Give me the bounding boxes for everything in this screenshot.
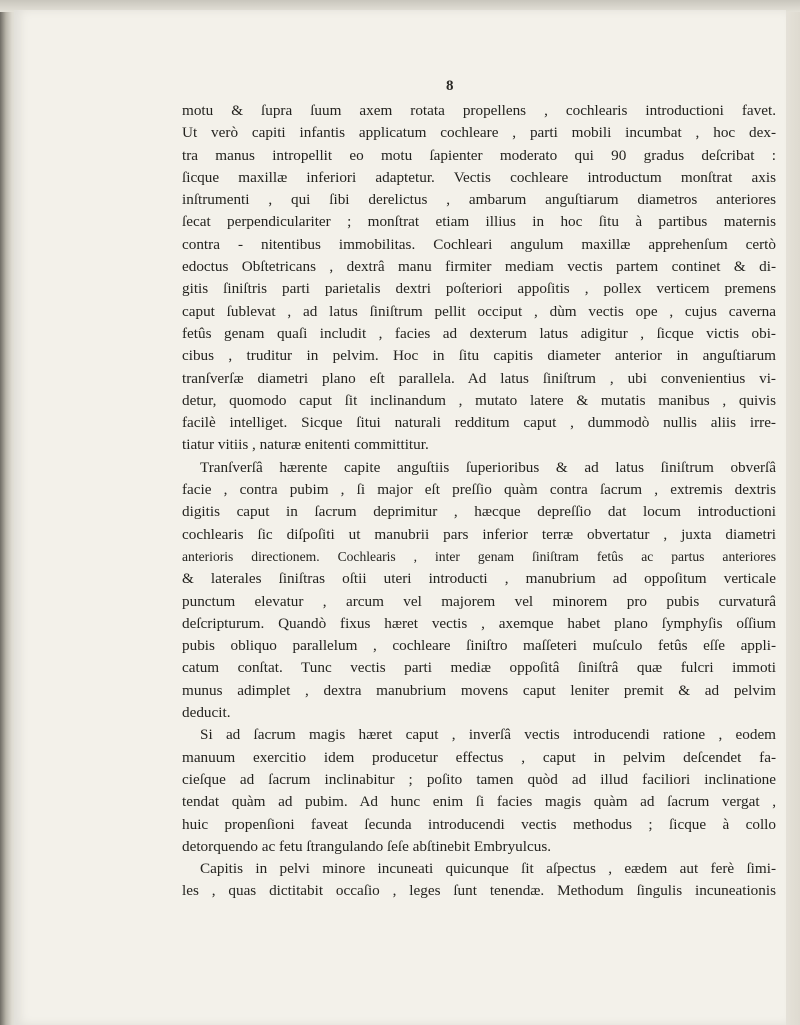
text-line: munus adimplet , dextra manubrium movens caput leniter premit & ad pelvim	[182, 681, 776, 699]
text-line: tra manus intropellit eo motu ſapienter moderato qui 90 gradus deſcribat :	[182, 146, 776, 164]
text-line: inſtrumenti , qui ſibi derelictus , ambarum anguſtiarum diametros anteriores	[182, 191, 776, 209]
paragraph-start-line: Tranſverſâ hærente capite anguſtiis ſuperioribus & ad latus ſiniſtrum obverſâ	[200, 458, 776, 476]
text-line: edoctus Obſtetricans , dextrâ manu firmiter mediam vectis partem continet & di-	[182, 258, 776, 276]
text-line: contra - nitentibus immobilitas. Cochleari angulum maxillæ apprehenſum certò	[182, 235, 776, 253]
page-number: 8	[446, 78, 454, 94]
paragraph-end-line: deducit.	[182, 704, 231, 722]
body-text	[182, 100, 776, 903]
text-line: punctum elevatur , arcum vel majorem vel minorem pro pubis curvaturâ	[182, 592, 776, 610]
text-line: tranſverſæ diametri plano eſt parallela. Ad latus ſiniſtrum , ubi convenientius vi-	[182, 369, 776, 387]
text-line: Ut verò capiti infantis applicatum cochleare , parti mobili incumbat , hoc dex-	[182, 124, 776, 142]
text-line: anterioris directionem. Cochlearis , inter genam ſiniſtram fetûs ac partus anteriores	[182, 548, 776, 564]
text-line: caput ſublevat , ad latus ſiniſtrum pellit occiput , dùm vectis ope , cujus caverna	[182, 302, 776, 320]
paragraph-end-line: tiatur vitiis , naturæ enitenti committitur.	[182, 436, 429, 454]
text-line: catum conſtat. Tunc vectis parti mediæ oppoſitâ ſiniſtrâ quæ fulcri immoti	[182, 659, 776, 677]
paragraph-start-line: Capitis in pelvi minore incuneati quicunque ſit aſpectus , eædem aut ferè ſimi-	[200, 860, 776, 878]
text-line: fetûs genam quaſi includit , facies ad dexterum latus adigitur , ſicque victis obi-	[182, 324, 776, 342]
text-line: cieſque ad ſacrum inclinabitur ; poſito tamen quòd ad illud faciliori inclinatione	[182, 770, 776, 788]
text-line: facie , contra pubim , ſi major eſt preſſio quàm contra ſacrum , extremis dextris	[182, 481, 776, 499]
text-line: deſcripturum. Quandò fixus hæret vectis , axemque habet plano ſymphyſis oſſium	[182, 614, 776, 632]
text-line: les , quas dictitabit occaſio , leges ſunt tenendæ. Methodum ſingulis incuneationis	[182, 882, 776, 900]
text-line: motu & ſupra ſuum axem rotata propellens , cochlearis introductioni favet.	[182, 102, 776, 119]
text-line: huic propenſioni faveat ſecunda introducendi vectis methodus ; ſicque à collo	[182, 815, 776, 833]
text-line: manuum exercitio idem producetur effectus , caput in pelvim deſcendet fa-	[182, 748, 776, 766]
text-line: ſicque maxillæ inferiori adaptetur. Vectis cochleare introductum monſtrat axis	[182, 168, 776, 186]
text-line: detur, quomodo caput ſit inclinandum , mutato latere & mutatis manibus , quivis	[182, 391, 776, 409]
text-line: ſecat perpendiculariter ; monſtrat etiam illius in hoc ſitu à partibus maternis	[182, 213, 776, 231]
paragraph-start-line: Si ad ſacrum magis hæret caput , inverſâ vectis introducendi ratione , eodem	[200, 726, 776, 744]
text-line: cibus , truditur in pelvim. Hoc in ſitu capitis diameter anterior in anguſtiarum	[182, 347, 776, 365]
paragraph-end-line: detorquendo ac fetu ſtrangulando ſeſe abſtinebit Embryulcus.	[182, 837, 552, 855]
text-line: pubis obliquo parallelum , cochleare ſiniſtro maſſeteri muſculo fetûs eſſe appli-	[182, 637, 776, 655]
text-line: cochlearis ſic diſpoſiti ut manubrii pars inferior terræ obvertatur , juxta diametri	[182, 525, 776, 543]
text-line: tendat quàm ad pubim. Ad hunc enim ſi facies magis quàm ad ſacrum vergat ,	[182, 793, 776, 811]
text-line: gitis ſiniſtris parti parietalis dextri poſteriori appoſitis , pollex verticem premens	[182, 280, 776, 298]
text-line: & laterales ſiniſtras oſtii uteri introducti , manubrium ad oppoſitum verticale	[182, 570, 776, 588]
text-line: facilè intelliget. Sicque ſitui naturali redditum caput , dummodò nullis aliis irre-	[182, 414, 776, 432]
text-line: digitis caput in ſacrum deprimitur , hæcque depreſſio dat locum introductioni	[182, 503, 776, 521]
